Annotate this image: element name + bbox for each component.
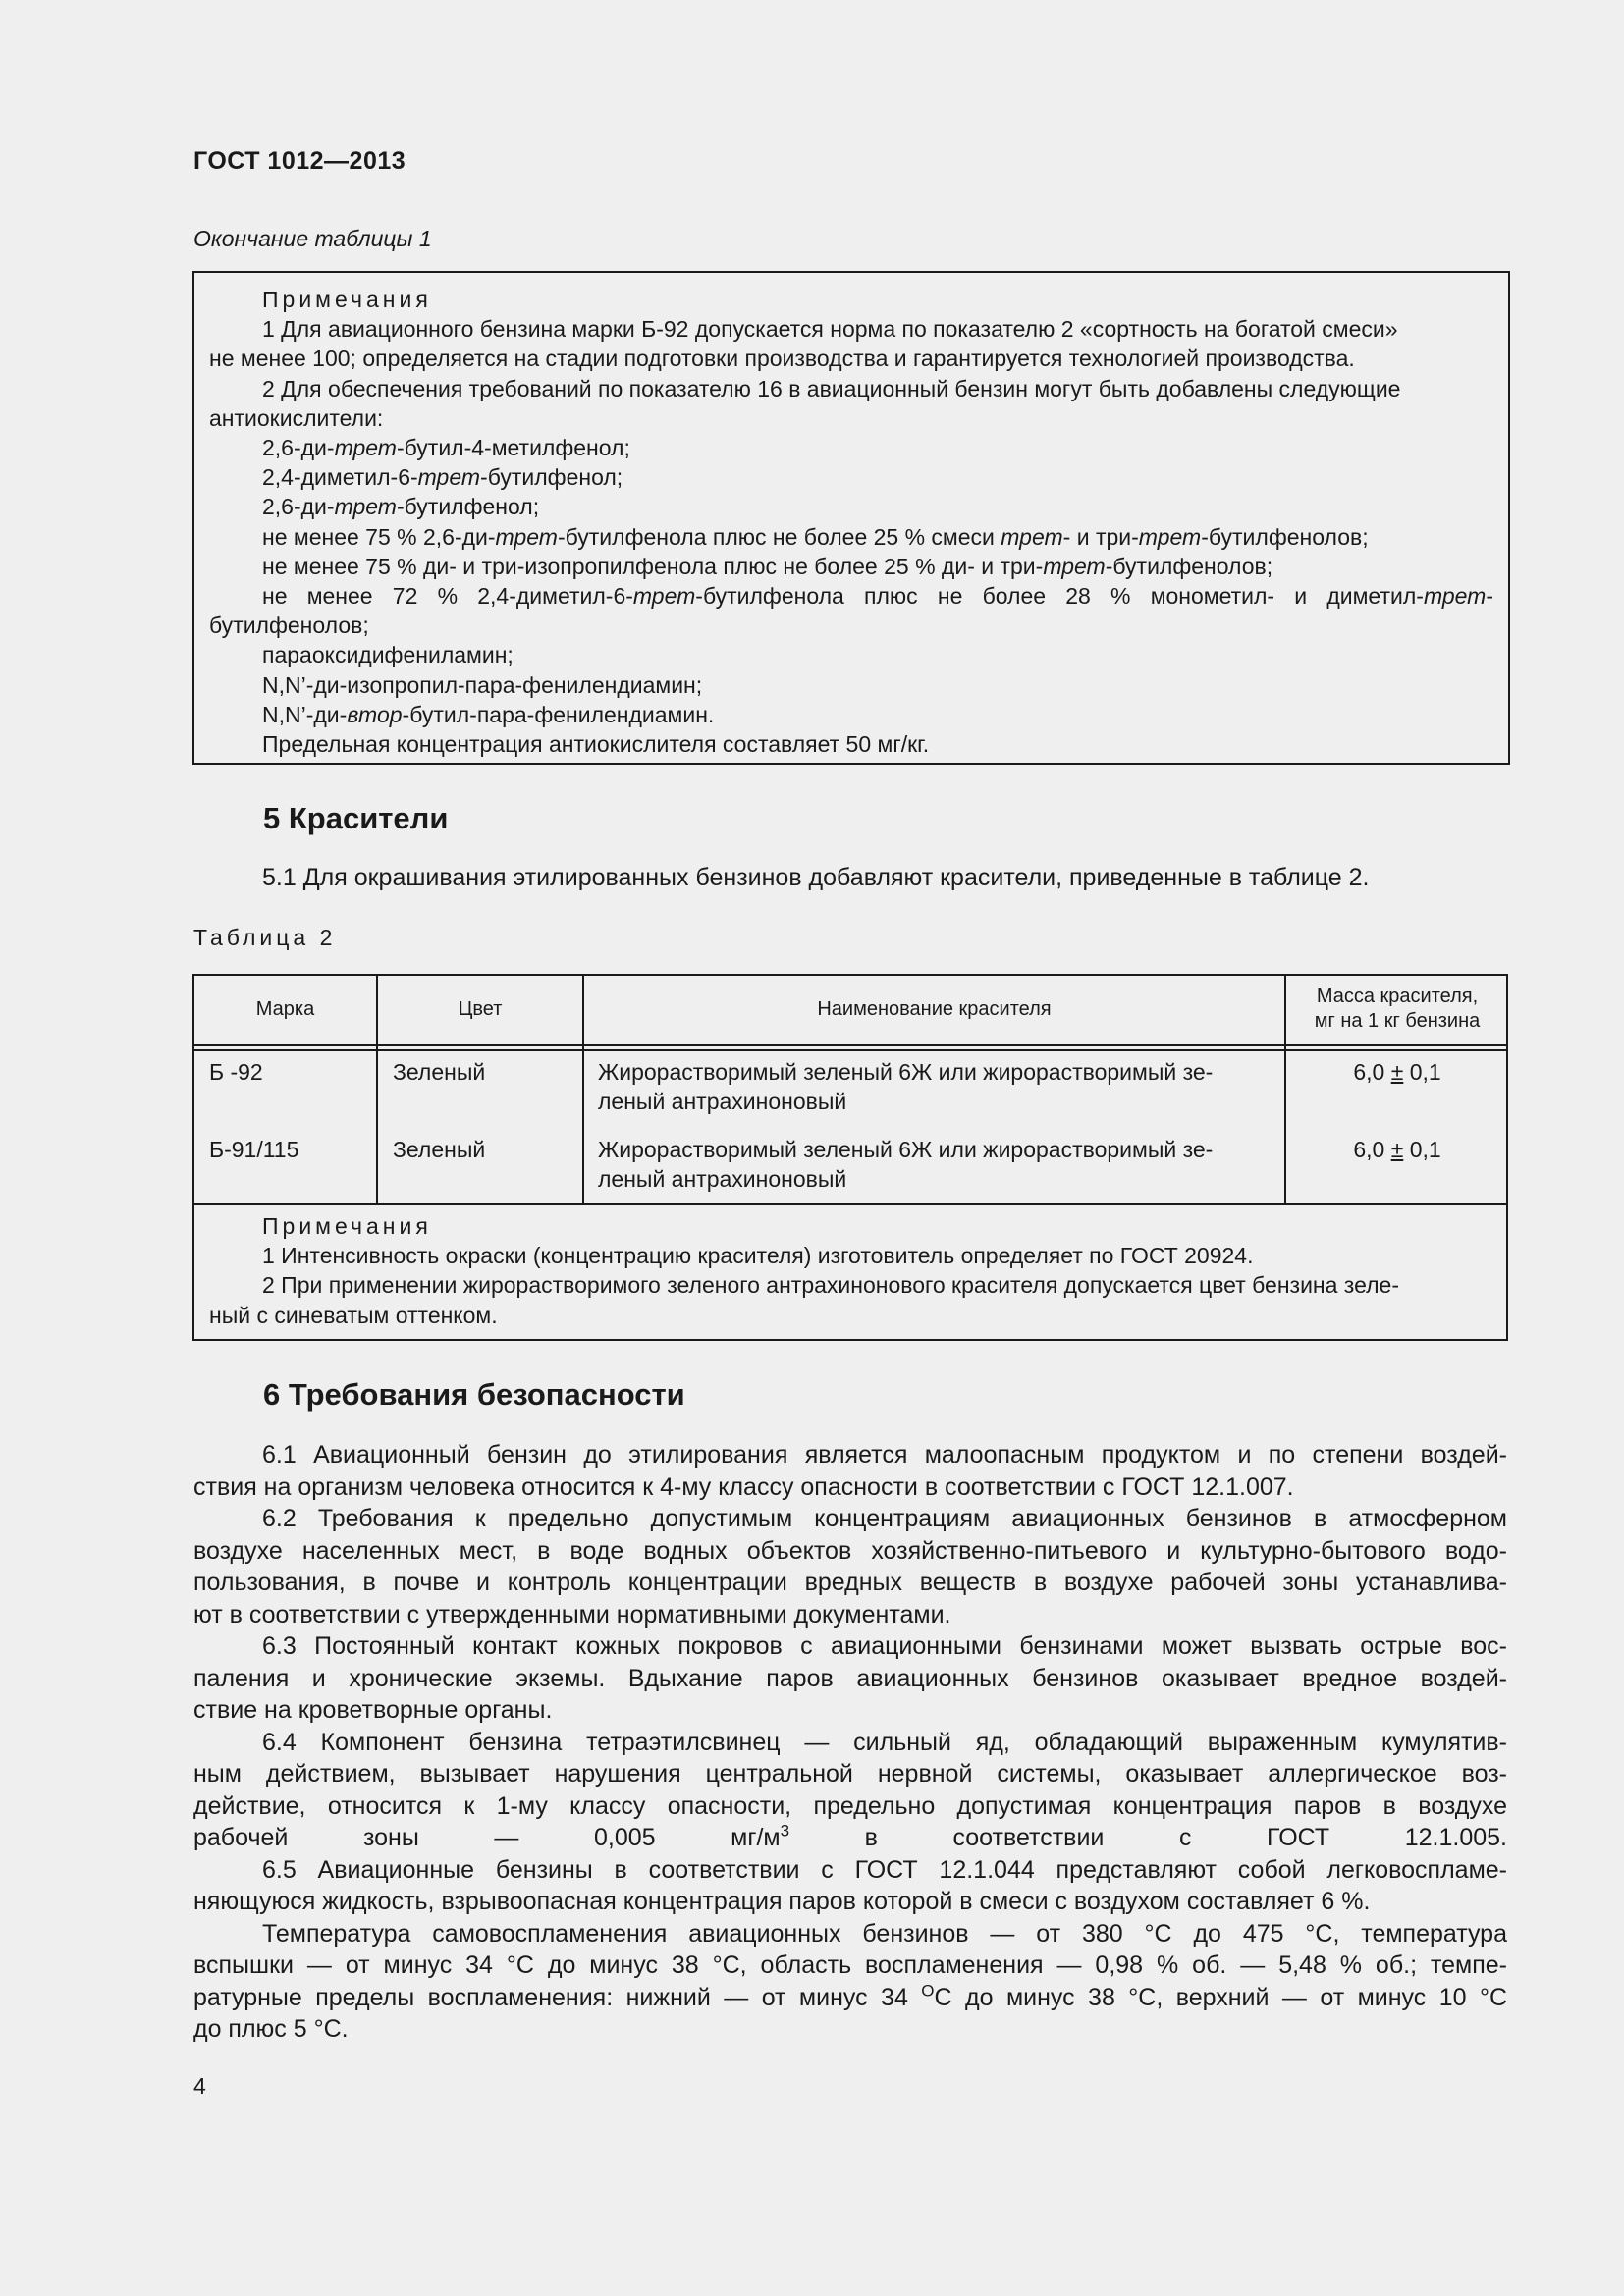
p63-l3: ствие на кроветворные органы. (193, 1696, 553, 1724)
col-header-brand: Марка (255, 998, 315, 1020)
antioxidant-6-line-2: бутилфенолов; (209, 613, 369, 639)
p63-l2: паления и хронические экземы. Вдыхание паров авиационных бензинов оказывает вредное воздей- (193, 1664, 1507, 1692)
table-continuation-label: Окончание таблицы 1 (193, 226, 432, 251)
row-1-mass: 6,0 ± 0,1 (1353, 1059, 1441, 1085)
paragraph-5-1: 5.1 Для окрашивания этилированных бензинов добавляют красители, приведенные в таблице 2. (262, 864, 1370, 891)
document-id: ГОСТ 1012—2013 (193, 147, 406, 175)
p64-l3: действие, относится к 1-му классу опасности, предельно допустимая концентрация паров в воздухе (193, 1791, 1507, 1820)
p64-l1: 6.4 Компонент бензина тетраэтилсвинец — сильный яд, обладающий выраженным кумулятив- (262, 1728, 1507, 1756)
notes-title: Примечания (262, 287, 432, 312)
row-1-brand: Б -92 (209, 1059, 263, 1085)
row-2-dye-name: Жирорастворимый зеленый 6Ж или жирорастворимый зе- леный антрахиноновый (598, 1137, 1214, 1192)
p61-l2: ствия на организм человека относится к 4-му классу опасности в соответствии с ГОСТ 12.1.007. (193, 1472, 1294, 1501)
p62-l2: воздухе населенных мест, в воде водных объектов хозяйственно-питьевого и культурно-бытового водо- (193, 1536, 1507, 1565)
row-1-dye-name: Жирорастворимый зеленый 6Ж или жирорастворимый зе- леный антрахиноновый (598, 1059, 1214, 1114)
antioxidant-5: не менее 75 % ди- и три-изопропилфенола плюс не более 25 % ди- и три-трет-бутилфенолов; (262, 553, 1273, 579)
row-2-color: Зеленый (393, 1137, 486, 1162)
table-2-notes-title: Примечания (262, 1213, 432, 1239)
notes-divider (194, 1203, 1506, 1205)
row-2-mass: 6,0 ± 0,1 (1353, 1137, 1441, 1162)
p61-l1: 6.1 Авиационный бензин до этилирования является малоопасным продуктом и по степени воздей- (262, 1441, 1507, 1468)
p66-l3: ратурные пределы воспламенения: нижний — от минус 34 $^О$С до минус 38 °С, верхний — от минус 10 °С (193, 1981, 1508, 2011)
col-header-color: Цвет (458, 998, 503, 1020)
antioxidant-8: N,N’-ди-изопропил-пара-фенилендиамин; (262, 671, 703, 698)
header-divider-bottom (194, 1049, 1506, 1051)
table-2-note-2-line-1: 2 При применении жирорастворимого зеленого антрахинонового красителя допускается цвет бензина зеле- (262, 1272, 1399, 1299)
antioxidant-9: N,N’-ди-втор-бутил-пара-фенилендиамин. (262, 701, 715, 727)
p66-l4: до плюс 5 °С. (193, 2015, 349, 2043)
note-2-line-1: 2 Для обеспечения требований по показателю 16 в авиационный бензин могут быть добавлены следующие (262, 375, 1401, 401)
p66-l1: Температура самовоспламенения авиационных бензинов — от 380 °С до 475 °С, температура (262, 1919, 1507, 1948)
antioxidant-4: не менее 75 % 2,6-ди-трет-бутилфенола плюс не более 25 % смеси трет- и три-трет-бутилфенолов; (262, 523, 1369, 550)
header-divider-top (194, 1044, 1506, 1046)
p62-l3: пользования, в почве и контроль концентрации вредных веществ в воздухе рабочей зоны устанавлива- (193, 1569, 1507, 1596)
table-2-caption: Таблица 2 (193, 925, 337, 950)
row-2-brand: Б-91/115 (209, 1137, 299, 1162)
table-2-notes (209, 1211, 1490, 1330)
antioxidant-7: параоксидифениламин; (262, 642, 514, 668)
antioxidant-3: 2,6-ди-трет-бутилфенол; (262, 494, 540, 520)
table-2-note-1: 1 Интенсивность окраски (концентрацию красителя) изготовитель определяет по ГОСТ 20924. (262, 1243, 1254, 1269)
p65-l1: 6.5 Авиационные бензины в соответствии с ГОСТ 12.1.044 представляют собой легковоспламе- (262, 1855, 1507, 1884)
row-1-color: Зеленый (393, 1059, 486, 1085)
note-1-line-2: не менее 100; определяется на стадии подготовки производства и гарантируется технологией производства. (209, 346, 1355, 372)
antioxidant-1: 2,6-ди-трет-бутил-4-метилфенол; (262, 435, 630, 461)
table1-notes-box (192, 271, 1510, 765)
p64-l4: рабочей зоны — 0,005 $мг/м^3$ в соответствии с ГОСТ 12.1.005. (193, 1821, 1507, 1851)
antioxidant-2: 2,4-диметил-6-трет-бутилфенол; (262, 464, 623, 491)
p65-l2: няющуюся жидкость, взрывоопасная концентрация паров которой в смеси с воздухом составляет 6 %. (193, 1888, 1371, 1915)
table-2-note-2-line-2: ный с синеватым оттенком. (209, 1302, 498, 1328)
page-number: 4 (193, 2073, 206, 2099)
p64-l2: ным действием, вызывает нарушения центральной нервной системы, оказывает аллергическое воз- (193, 1760, 1507, 1788)
p66-l2: вспышки — от минус 34 °С до минус 38 °С, область воспламенения — 0,98 % об. — 5,48 % об.; темпе- (193, 1951, 1507, 1979)
antioxidant-6-line-1: не менее 72 % 2,4-диметил-6-трет-бутилфенола плюс не более 28 % монометил- и диметил-трет- (262, 583, 1493, 610)
section-6-body (193, 1439, 1507, 2046)
note-2-line-2: антиокислители: (209, 404, 384, 431)
section-5-paragraph (193, 862, 1507, 894)
antioxidant-limit: Предельная концентрация антиокислителя составляет 50 мг/кг. (262, 731, 930, 758)
section-6-heading: 6 Требования безопасности (263, 1377, 685, 1412)
p63-l1: 6.3 Постоянный контакт кожных покровов с авиационными бензинами может вызвать острые вос- (262, 1632, 1507, 1660)
section-5-heading: 5 Красители (263, 801, 449, 835)
table-2 (192, 974, 1508, 1341)
note-1-line-1: 1 Для авиационного бензина марки Б-92 допускается норма по показателю 2 «сортность на богатой смеси» (262, 316, 1398, 343)
col-header-mass: Масса красителя, мг на 1 кг бензина (1314, 986, 1481, 1032)
col-header-dye-name: Наименование красителя (817, 998, 1052, 1020)
p62-l1: 6.2 Требования к предельно допустимым концентрациям авиационных бензинов в атмосферном (262, 1505, 1507, 1532)
p62-l4: ют в соответствии с утвержденными нормативными документами. (193, 1600, 951, 1629)
